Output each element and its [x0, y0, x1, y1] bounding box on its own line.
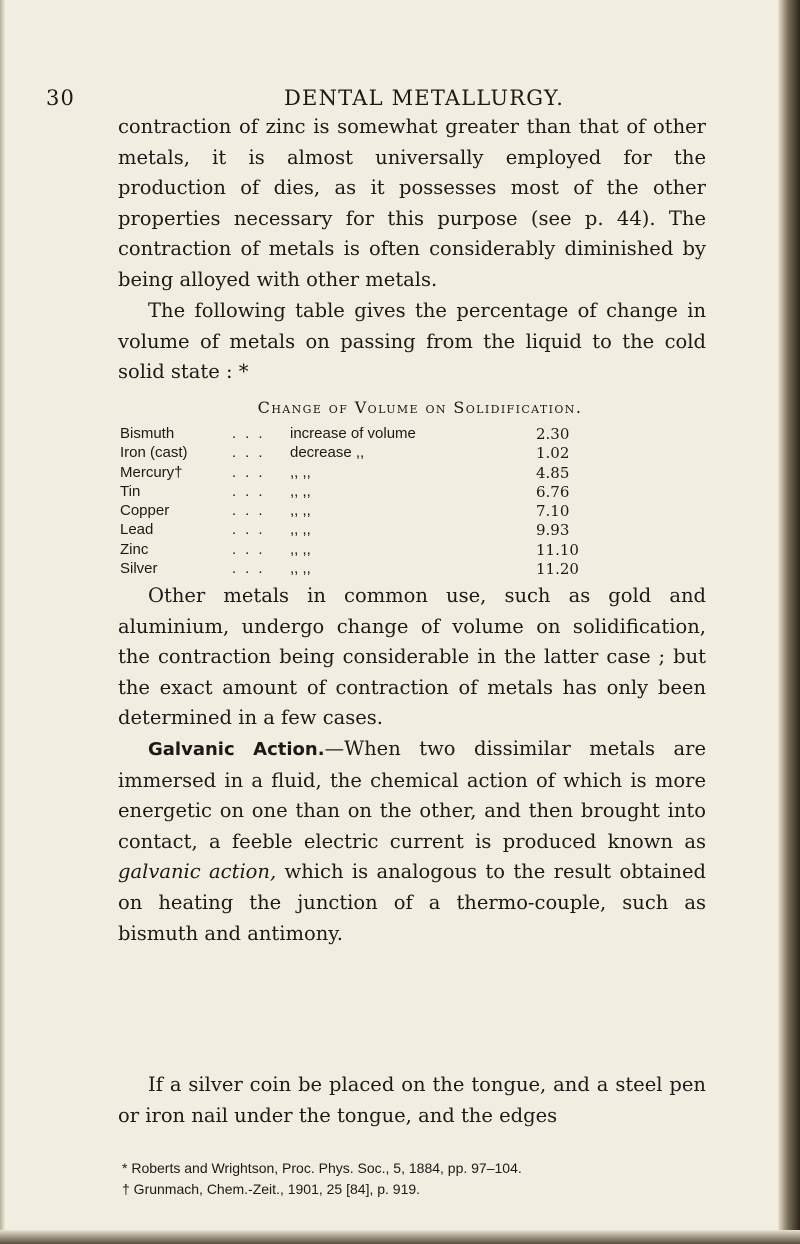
value-cell: 9.93: [536, 521, 570, 540]
paragraph-other-metals: Other metals in common use, such as gold and aluminium, undergo change of volume on solidification, the contraction being considerable in the latter case ; but the exact amount of contraction of metals has only been determined in a few cases.: [118, 584, 706, 730]
leader-dots: ...: [232, 540, 272, 558]
change-cell: ,, ,,: [290, 482, 311, 500]
leader-dots: ...: [232, 463, 272, 481]
change-cell: ,, ,,: [290, 560, 311, 578]
page-left-edge: [0, 0, 5, 1244]
change-cell: ,, ,,: [290, 540, 311, 558]
metal-cell: Iron (cast): [120, 444, 188, 462]
metal-cell: Mercury†: [120, 463, 183, 481]
metal-cell: Tin: [120, 482, 141, 500]
value-cell: 2.30: [536, 425, 570, 443]
table-row: [120, 444, 680, 463]
page-number: 30: [46, 86, 76, 110]
paragraph-contraction: contraction of zinc is somewhat greater than that of other metals, it is almost universally employed for the production of dies, as it possesses most of the other properties necessary for this purpose (see p. 44). The contraction of metals is often considerably diminished by being alloyed with other metals.: [118, 115, 706, 291]
page-bottom-edge: [0, 1230, 800, 1244]
change-cell: increase of volume: [290, 425, 416, 442]
leader-dots: ...: [232, 425, 272, 442]
table-row: [120, 521, 680, 540]
leader-dots: ...: [232, 482, 272, 500]
change-cell: ,, ,,: [290, 463, 311, 481]
running-title: DENTAL METALLURGY.: [284, 86, 565, 110]
paragraph-silver-coin: If a silver coin be placed on the tongue, and a steel pen or iron nail under the tongue, and the edges: [118, 1073, 706, 1127]
value-cell: 4.85: [536, 463, 570, 482]
leader-dots: ...: [232, 560, 272, 578]
table-row: [120, 560, 680, 579]
value-cell: 1.02: [536, 444, 570, 463]
value-cell: 7.10: [536, 502, 570, 521]
change-cell: ,, ,,: [290, 502, 311, 520]
metal-cell: Zinc: [120, 540, 149, 558]
footnote-1: * Roberts and Wrightson, Proc. Phys. Soc., 5, 1884, pp. 97–104.: [122, 1160, 522, 1176]
galvanic-text-b: which is analogous to the result obtained on heating the junction of a thermo-couple, such as bismuth and antimony.: [118, 860, 706, 945]
leader-dots: ...: [232, 444, 272, 462]
leader-dots: ...: [232, 502, 272, 520]
paragraph-galvanic-action: [118, 734, 706, 949]
footnote-2: † Grunmach, Chem.-Zeit., 1901, 25 [84], p. 919.: [122, 1181, 421, 1197]
galvanic-heading: Galvanic Action.: [148, 739, 325, 760]
value-cell: 11.20: [536, 560, 579, 579]
volume-change-table: [120, 425, 680, 579]
metal-cell: Copper: [120, 502, 170, 520]
table-title: Change of Volume on Solidification.: [257, 398, 583, 417]
galvanic-text-a: —When two dissimilar metals are immersed in a fluid, the chemical action of which is more energetic on one than on the other, and then brought into contact, a feeble electric current is produced known as: [118, 737, 706, 853]
metal-cell: Bismuth: [120, 425, 175, 442]
value-cell: 11.10: [536, 540, 579, 559]
value-cell: 6.76: [536, 482, 570, 501]
footnotes: [122, 1158, 722, 1200]
table-row: [120, 425, 680, 444]
change-cell: decrease ,,: [290, 444, 365, 462]
page-binding-shadow: [778, 0, 800, 1244]
change-cell: ,, ,,: [290, 521, 311, 539]
paragraph-table-intro: The following table gives the percentage of change in volume of metals on passing from the liquid to the cold solid state : *: [118, 299, 706, 384]
leader-dots: ...: [232, 521, 272, 539]
table-row: [120, 502, 680, 521]
galvanic-italic-term: galvanic action,: [118, 860, 277, 884]
metal-cell: Lead: [120, 521, 154, 539]
table-row: [120, 464, 680, 483]
table-row: [120, 483, 680, 502]
table-row: [120, 541, 680, 560]
metal-cell: Silver: [120, 560, 158, 578]
